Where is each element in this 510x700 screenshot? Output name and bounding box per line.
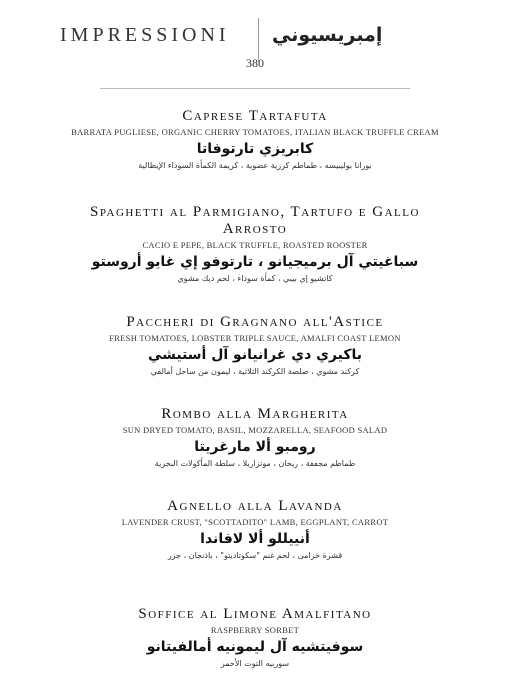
dish-description: SUN DRYED TOMATO, BASIL, MOZZARELLA, SEAFOOD SALAD xyxy=(122,425,388,435)
dish-title: Spaghetti al Parmigiano, Tartufo e Gallo Arrosto xyxy=(90,204,420,237)
dish-description-arabic: طماطم مجففة ، ريحان ، موتزاريلا ، سلطة المأكولات البحرية xyxy=(154,459,356,468)
dish-item xyxy=(0,108,510,170)
menu-header xyxy=(0,10,510,80)
dish-description-arabic: سوربيه التوت الأحمر xyxy=(220,659,290,668)
dish-title-arabic: باكيري دي غرانيانو آل أستيشي xyxy=(147,347,363,363)
dish-item xyxy=(0,204,510,283)
dish-title: Agnello alla Lavanda xyxy=(167,498,343,514)
dish-description: CACIO E PEPE, BLACK TRUFFLE, ROASTED ROOSTER xyxy=(142,240,368,250)
header-rule xyxy=(100,88,410,89)
dish-title-arabic: أنييللو ألا لافاندا xyxy=(200,531,310,547)
dish-title: Soffice al Limone Amalfitano xyxy=(138,606,372,622)
dish-title-arabic: رومبو ألا مارغريتا xyxy=(194,439,316,455)
dish-title: Paccheri di Gragnano all'Astice xyxy=(126,314,384,330)
dish-title-arabic: سوفيتشيه آل ليمونيه أمالفيتانو xyxy=(146,639,364,655)
dish-item xyxy=(0,606,510,668)
dish-item xyxy=(0,498,510,560)
menu-price: 380 xyxy=(246,56,264,70)
dish-item xyxy=(0,314,510,376)
brand-name-arabic: إمبريسيوني xyxy=(272,24,383,46)
dish-title-arabic: كابريزي تارتوفاتا xyxy=(196,141,314,157)
dish-description-arabic: كركند مشوي ، صلصة الكركند الثلاثية ، ليمون من ساحل أمالفي xyxy=(150,367,360,376)
dish-description: BARRATA PUGLIESE, ORGANIC CHERRY TOMATOES, ITALIAN BLACK TRUFFLE CREAM xyxy=(71,127,439,137)
dish-item xyxy=(0,406,510,468)
dish-title: Caprese Tartafuta xyxy=(182,108,328,124)
dish-description-arabic: قشرة خزامى ، لحم غنم "سكوتاديتو" ، باذنجان ، جزر xyxy=(167,551,343,560)
dish-description-arabic: كاتشيو إي بيبي ، كمأة سوداء ، لحم ديك مشوي xyxy=(177,274,333,283)
dish-description: LAVENDER CRUST, "SCOTTADITO" LAMB, EGGPLANT, CARROT xyxy=(121,517,389,527)
dish-title: Rombo alla Margherita xyxy=(161,406,349,422)
dish-description: FRESH TOMATOES, LOBSTER TRIPLE SAUCE, AMALFI COAST LEMON xyxy=(109,333,401,343)
dish-description-arabic: بورانا بوليبيسه ، طماطم كرزية عضوية ، كريمة الكمأة السوداء الإيطالية xyxy=(138,161,372,170)
dish-description: RASPBERRY SORBET xyxy=(210,625,300,635)
dish-title-arabic: سباغيتي آل برميجيانو ، تارتوفو إي غايو أروستو xyxy=(91,254,419,270)
brand-name-english: IMPRESSIONI xyxy=(60,24,230,46)
